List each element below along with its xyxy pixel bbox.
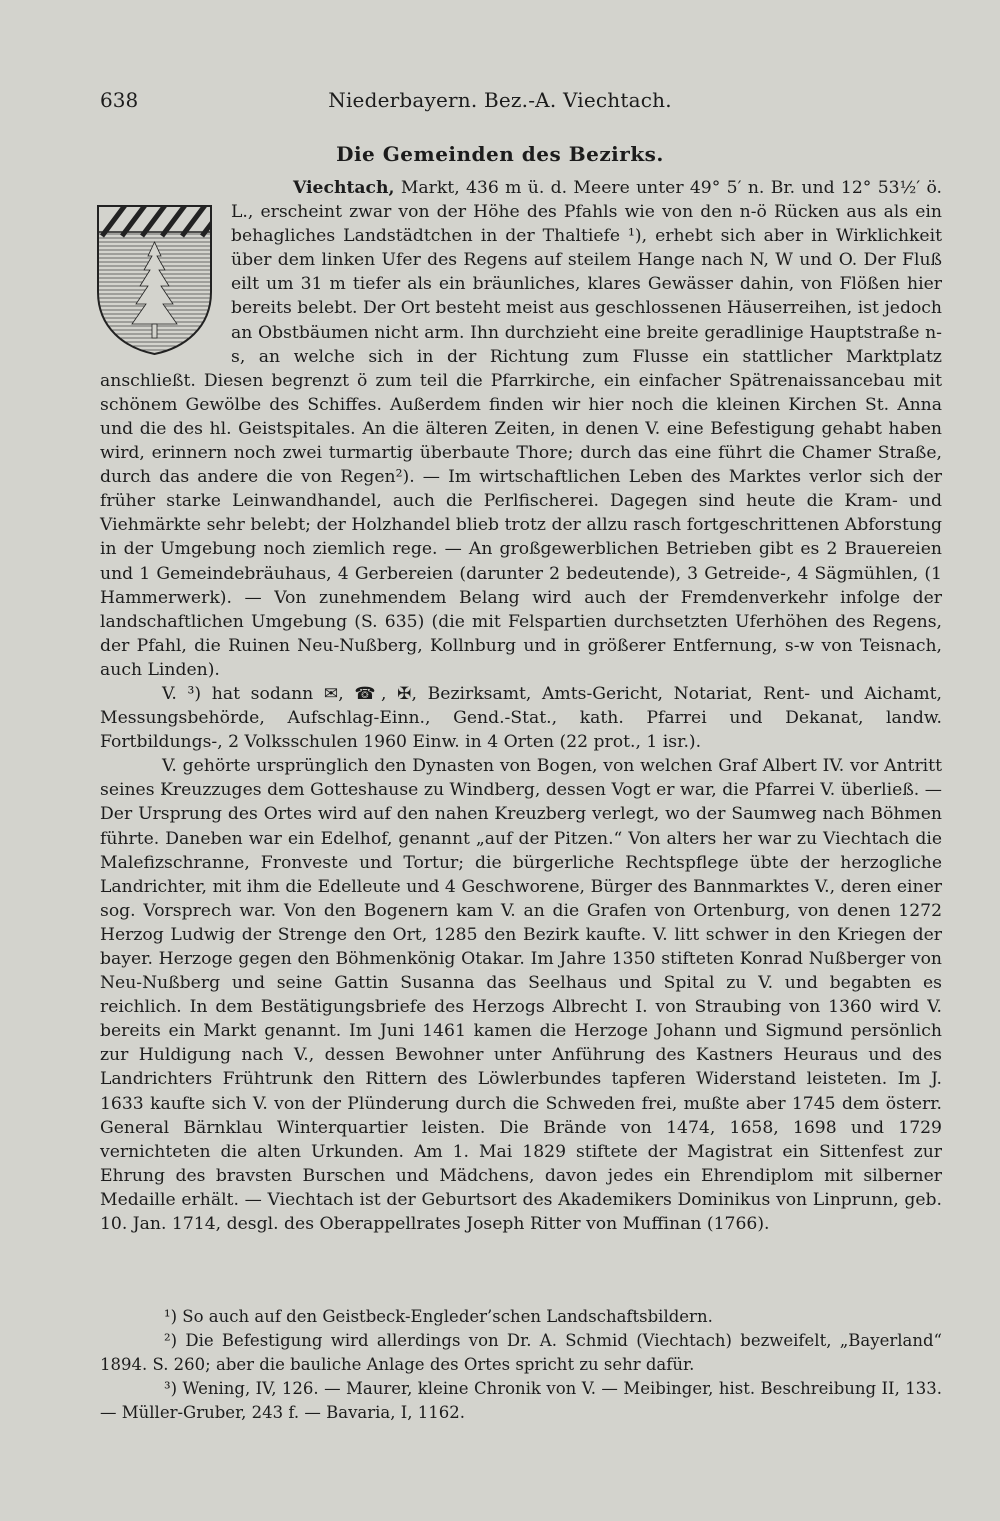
entry-paragraph-1 xyxy=(100,176,942,682)
article-body xyxy=(100,176,942,1236)
footnote-3: ³) Wening, IV, 126. — Maurer, kleine Chronik von V. — Meibinger, hist. Beschreibung II, 133. — Müller-Gruber, 243 f. — Bavaria, I, 1162. xyxy=(100,1379,942,1422)
page-number: 638 xyxy=(100,88,139,112)
section-title: Die Gemeinden des Bezirks. xyxy=(336,142,664,166)
footnotes xyxy=(100,1305,942,1425)
footnote-1: ¹) So auch auf den Geistbeck-Engleder’schen Landschaftsbildern. xyxy=(164,1307,713,1326)
entry-lemma: Viechtach, xyxy=(293,178,395,198)
entry-text: Markt, 436 m ü. d. Meere unter 49° 5′ n. Br. und 12° 53½′ ö. L., erscheint zwar von der Höhe des Pfahls wie von den n-ö Rücken aus als ein behagliches Landstädtchen in der Thaltiefe ¹), erhebt sich aber in Wirklichkeit über dem linken Ufer des Regens auf steilem Hange nach N, W und O. Der Fluß eilt um 31 m tiefer als ein bräunliches, klares Gewässer dahin, von Flößen hier bereits belebt. Der Ort besteht meist aus geschlossenen Häuserreihen, ist jedoch an Obstbäumen nicht arm. Ihn durchzieht eine breite geradlinige Hauptstraße n-s, an welche sich in der Richtung zum Flusse ein stattlicher Marktplatz anschließt. Diesen begrenzt ö zum teil die Pfarrkirche, ein einfacher Spätrenaissancebau mit schönem Gewölbe des Schiffes. Außerdem finden wir hier noch die kleinen Kirchen St. Anna und die des hl. Geistspitales. An die älteren Zeiten, in denen V. eine Befestigung gehabt haben wird, erinnern noch zwei turmartig überbaute Thore; durch das eine führt die Chamer Straße, durch das andere die von Regen²). — Im wirtschaftlichen Leben des Marktes verlor sich der früher starke Leinwandhandel, auch die Perlfischerei. Dagegen sind heute die Kram- und Viehmärkte sehr belebt; der Holzhandel blieb trotz der allzu rasch fortgeschrittenen Abforstung in der Umgebung noch ziemlich rege. — An großgewerblichen Betrieben gibt es 2 Brauereien und 1 Gemeindebräuhaus, 4 Gerbereien (darunter 2 bedeutende), 3 Getreide-, 4 Sägmühlen, (1 Hammerwerk). — Von zunehmendem Belang wird auch der Fremdenverkehr infolge der landschaftlichen Umgebung (S. 635) (die mit Felspartien durchsetzten Uferhöhen des Regens, der Pfahl, die Ruinen Neu-Nußberg, Kollnburg und in größerer Entfernung, s-w von Teisnach, auch Linden). xyxy=(100,178,942,680)
coat-of-arms-icon xyxy=(92,200,217,358)
entry-paragraph-3: V. gehörte ursprünglich den Dynasten von Bogen, von welchen Graf Albert IV. vor Antritt seines Kreuzzuges dem Gotteshause zu Windberg, dessen Vogt er war, die Pfarrei V. überließ. — Der Ursprung des Ortes wird auf den nahen Kreuzberg verlegt, wo der Saumweg nach Böhmen führte. Daneben war ein Edelhof, genannt „auf der Pitzen.“ Von alters her war zu Viechtach die Malefizschranne, Fronveste und Tortur; die bürgerliche Rechtspflege übte der herzogliche Landrichter, mit ihm die Edelleute und 4 Geschworene, Bürger des Bannmarktes V., deren einer sog. Vorsprech war. Von den Bogenern kam V. an die Grafen von Ortenburg, von denen 1272 Herzog Ludwig der Strenge den Ort, 1285 den Bezirk kaufte. V. litt schwer in den Kriegen der bayer. Herzoge gegen den Böhmenkönig Otakar. Im Jahre 1350 stifteten Konrad Nußberger von Neu-Nußberg und seine Gattin Susanna das Seelhaus und Spital zu V. und begabten es reichlich. In dem Bestätigungsbriefe des Herzogs Albrecht I. von Straubing von 1360 wird V. bereits ein Markt genannt. Im Juni 1461 kamen die Herzoge Johann und Sigmund persönlich zur Huldigung nach V., dessen Bewohner unter Anführung des Kastners Heuraus und des Landrichters Frühtrunk den Rittern des Löwlerbundes tapferen Widerstand leisteten. Im J. 1633 kaufte sich V. von der Plünderung durch die Schweden frei, mußte aber 1745 dem österr. General Bärnklau Winterquartier leisten. Die Brände von 1474, 1658, 1698 und 1729 vernichteten die alten Urkunden. Am 1. Mai 1829 stiftete der Magistrat ein Sittenfest zur Ehrung des bravsten Burschen und Mädchens, davon jedes ein Ehrendiplom mit silberner Medaille erhält. — Viechtach ist der Geburtsort des Akademikers Dominikus von Linprunn, geb. 10. Jan. 1714, desgl. des Oberappellrates Joseph Ritter von Muffinan (1766). xyxy=(100,756,942,1235)
running-title: Niederbayern. Bez.-A. Viechtach. xyxy=(328,88,672,112)
page-header xyxy=(100,88,900,118)
footnote-2: ²) Die Befestigung wird allerdings von Dr. A. Schmid (Viechtach) bezweifelt, „Bayerland“ 1894. S. 260; aber die bauliche Anlage des Ortes spricht zu sehr dafür. xyxy=(100,1331,942,1374)
entry-paragraph-2: V. ³) hat sodann ✉, ☎, ✠, Bezirksamt, Amts-Gericht, Notariat, Rent- und Aichamt, Messungsbehörde, Aufschlag-Einn., Gend.-Stat., kath. Pfarrei und Dekanat, landw. Fortbildungs-, 2 Volksschulen 1960 Einw. in 4 Orten (22 prot., 1 isr.). xyxy=(100,683,942,753)
